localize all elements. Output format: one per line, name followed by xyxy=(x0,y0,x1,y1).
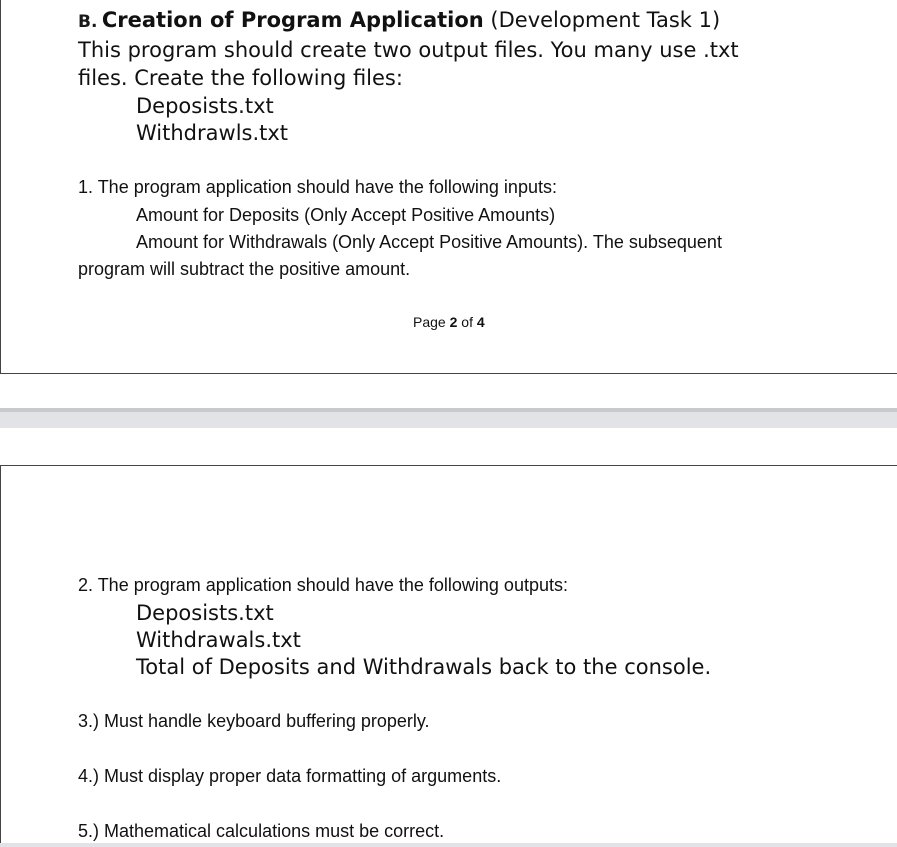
intro-line-2: files. Create the following files: xyxy=(78,66,403,90)
page-separator xyxy=(0,408,897,428)
output-console-total: Total of Deposits and Withdrawals back to the console. xyxy=(136,655,712,679)
total-page-count: 4 xyxy=(476,314,485,330)
intro-line-1: This program should create two output files. You many use .txt xyxy=(78,38,739,62)
document-page-2 xyxy=(0,0,897,374)
item-1-withdrawal-input: Amount for Withdrawals (Only Accept Positive Amounts). The subsequent xyxy=(136,232,722,252)
section-title-rest: (Development Task 1) xyxy=(483,8,721,32)
section-title-bold: Creation of Program Application xyxy=(101,8,484,32)
page-number-footer: Page 2 of 4 xyxy=(413,314,485,330)
item-4-data-formatting: 4.) Must display proper data formatting of arguments. xyxy=(78,766,502,786)
section-heading xyxy=(78,8,720,32)
item-1-deposit-input: Amount for Deposits (Only Accept Positive Amounts) xyxy=(136,205,556,225)
file-name-deposits: Deposists.txt xyxy=(136,94,274,118)
item-1-inputs: 1. The program application should have the following inputs: xyxy=(78,177,557,197)
item-2-outputs: 2. The program application should have the following outputs: xyxy=(78,575,568,595)
file-name-withdrawals: Withdrawls.txt xyxy=(136,121,289,145)
section-letter: B. xyxy=(78,12,98,32)
item-5-calculations: 5.) Mathematical calculations must be correct. xyxy=(78,821,445,841)
current-page-number: 2 xyxy=(449,314,458,330)
page-separator-shadow xyxy=(0,408,897,412)
viewer-bottom-edge xyxy=(0,843,897,847)
item-3-keyboard-buffering: 3.) Must handle keyboard buffering properly. xyxy=(78,711,430,731)
output-file-deposits: Deposists.txt xyxy=(136,601,274,625)
document-page-3 xyxy=(0,465,897,847)
item-1-continuation: program will subtract the positive amount. xyxy=(78,259,411,279)
output-file-withdrawals: Withdrawals.txt xyxy=(136,628,301,652)
